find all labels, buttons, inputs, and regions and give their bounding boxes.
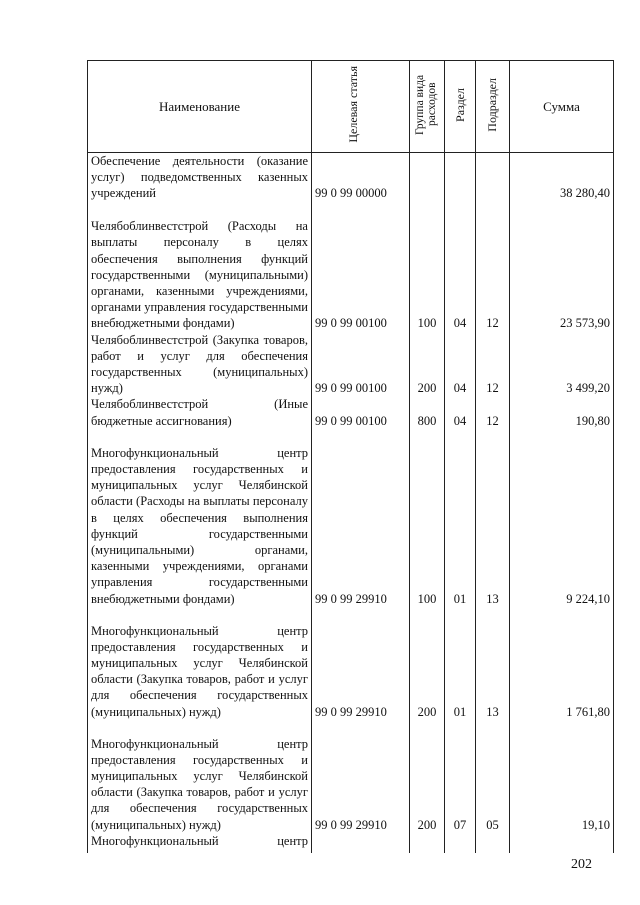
row-subsection: 12: [476, 202, 510, 332]
row-group: 200: [410, 720, 445, 833]
table-row: [88, 202, 614, 332]
row-subsection: 13: [476, 607, 510, 720]
row-amount: 1 761,80: [510, 607, 614, 720]
header-expense-group: [410, 61, 445, 153]
row-group: 100: [410, 429, 445, 607]
table-row: [88, 720, 614, 833]
row-group: 100: [410, 202, 445, 332]
row-amount: 190,80: [510, 396, 614, 428]
row-amount: 3 499,20: [510, 332, 614, 397]
row-target: 99 0 99 00100: [312, 202, 410, 332]
row-section: 01: [445, 429, 476, 607]
row-section: 04: [445, 396, 476, 428]
row-group: [410, 153, 445, 202]
table-row: [88, 429, 614, 607]
table-row: [88, 332, 614, 397]
header-section-text: Раздел: [452, 87, 467, 122]
row-subsection: [476, 153, 510, 202]
row-target: 99 0 99 29910: [312, 607, 410, 720]
row-target: [312, 833, 410, 853]
header-amount: [510, 61, 614, 153]
budget-table: [87, 60, 614, 853]
header-amount-text: Сумма: [543, 98, 580, 114]
row-group: 200: [410, 607, 445, 720]
row-group: 200: [410, 332, 445, 397]
row-group: 800: [410, 396, 445, 428]
header-target-text: Целевая статья: [345, 66, 360, 143]
row-section: 07: [445, 720, 476, 833]
page-number: 202: [571, 857, 592, 872]
table-row: [88, 153, 614, 202]
row-amount: [510, 833, 614, 853]
row-group: [410, 833, 445, 853]
header-section: [445, 61, 476, 153]
row-subsection: 05: [476, 720, 510, 833]
header-target: [312, 61, 410, 153]
row-name: Многофункциональный центр предоставления государственных и муниципальных услуг Челябинской области (Расходы на выплаты персоналу в целях обеспечения выполнения функций государственными (муниципальными) органами, казенными учреждениями, органами управления государственными внебюджетными фондами): [88, 429, 312, 607]
row-section: 04: [445, 332, 476, 397]
row-name: Многофункциональный центр: [88, 833, 312, 853]
table-row: [88, 396, 614, 428]
row-name: Многофункциональный центр предоставления государственных и муниципальных услуг Челябинской области (Закупка товаров, работ и услуг для обеспечения государственных (муниципальных) нужд): [88, 720, 312, 833]
row-name: Челябоблинвестстрой (Иные бюджетные ассигнования): [88, 396, 312, 428]
table-row: [88, 607, 614, 720]
row-name: Челябоблинвестстрой (Закупка товаров, работ и услуг для обеспечения государственных (муниципальных) нужд): [88, 332, 312, 397]
row-section: 01: [445, 607, 476, 720]
table-row: [88, 833, 614, 853]
row-name: Обеспечение деятельности (оказание услуг) подведомственных казенных учреждений: [88, 153, 312, 202]
header-expense-group-text: Группа вида расходов: [414, 74, 438, 135]
row-subsection: [476, 833, 510, 853]
row-subsection: 12: [476, 396, 510, 428]
row-amount: 9 224,10: [510, 429, 614, 607]
table-header: [88, 61, 614, 153]
row-amount: 23 573,90: [510, 202, 614, 332]
row-target: 99 0 99 00100: [312, 396, 410, 428]
row-subsection: 13: [476, 429, 510, 607]
row-amount: 38 280,40: [510, 153, 614, 202]
row-target: 99 0 99 00100: [312, 332, 410, 397]
row-section: [445, 833, 476, 853]
header-name-text: Наименование: [159, 98, 240, 114]
row-section: 04: [445, 202, 476, 332]
row-name: Многофункциональный центр предоставления государственных и муниципальных услуг Челябинской области (Закупка товаров, работ и услуг для обеспечения государственных (муниципальных) нужд): [88, 607, 312, 720]
row-target: 99 0 99 29910: [312, 720, 410, 833]
row-name: Челябоблинвестстрой (Расходы на выплаты персоналу в целях обеспечения выполнения функций государственными (муниципальными) органами, казенными учреждениями, органами управления государственными внебюджетными фондами): [88, 202, 312, 332]
row-section: [445, 153, 476, 202]
header-subsection-text: Подраздел: [485, 77, 499, 132]
header-subsection: [476, 61, 510, 153]
row-amount: 19,10: [510, 720, 614, 833]
row-target: 99 0 99 29910: [312, 429, 410, 607]
header-name: [88, 61, 312, 153]
row-target: 99 0 99 00000: [312, 153, 410, 202]
row-subsection: 12: [476, 332, 510, 397]
